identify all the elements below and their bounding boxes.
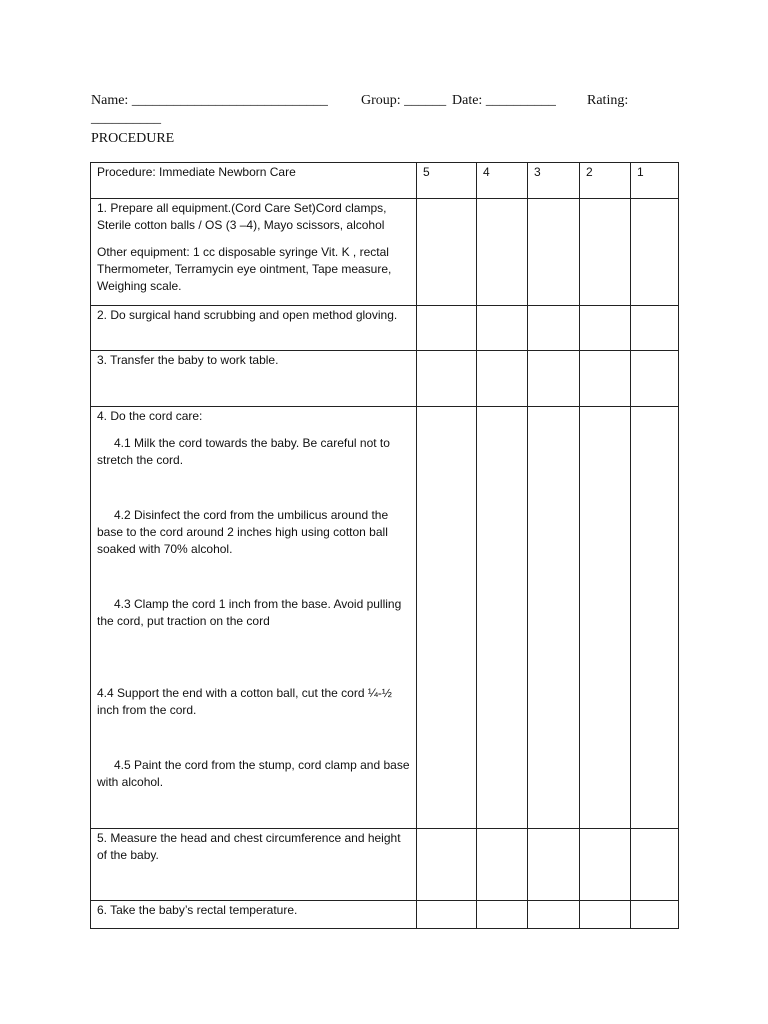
- step-4-4-text: 4.4 Support the end with a cotton ball, cut the cord ¼-½ inch from the cord.: [97, 686, 392, 717]
- score-cell[interactable]: [580, 351, 631, 407]
- procedure-header-cell: Procedure: Immediate Newborn Care: [91, 163, 417, 199]
- score-cell[interactable]: [528, 351, 580, 407]
- score-cell[interactable]: [477, 351, 528, 407]
- section-title: PROCEDURE: [91, 131, 175, 146]
- score-header-1: 1: [631, 163, 679, 199]
- score-header-4: 4: [477, 163, 528, 199]
- score-cell[interactable]: [580, 829, 631, 901]
- step-2-text: 2. Do surgical hand scrubbing and open method gloving.: [97, 308, 398, 322]
- score-cell[interactable]: [631, 901, 679, 929]
- score-cell[interactable]: [417, 829, 477, 901]
- score-header-5: 5: [417, 163, 477, 199]
- date-field[interactable]: Date: __________: [452, 93, 556, 108]
- score-cell[interactable]: [580, 407, 631, 829]
- score-cell[interactable]: [631, 306, 679, 351]
- score-cell[interactable]: [477, 901, 528, 929]
- step-3-text: 3. Transfer the baby to work table.: [97, 353, 279, 367]
- score-cell[interactable]: [528, 901, 580, 929]
- score-header-2: 2: [580, 163, 631, 199]
- step-3-cell: [91, 351, 417, 407]
- score-header-3: 3: [528, 163, 580, 199]
- step-4-2-text: 4.2 Disinfect the cord from the umbilicus around the base to the cord around 2 inches high using cotton ball soaked with 70% alcohol.: [97, 508, 389, 556]
- step-5-text: 5. Measure the head and chest circumference and height of the baby.: [97, 831, 401, 862]
- procedure-rubric-table: [90, 162, 679, 929]
- step-2-cell: [91, 306, 417, 351]
- score-cell[interactable]: [631, 829, 679, 901]
- score-cell[interactable]: [417, 351, 477, 407]
- step-5-cell: [91, 829, 417, 901]
- step-6-text: 6. Take the baby’s rectal temperature.: [97, 903, 298, 917]
- score-cell[interactable]: [528, 306, 580, 351]
- step-4-5-text: 4.5 Paint the cord from the stump, cord clamp and base with alcohol.: [97, 758, 410, 789]
- score-cell[interactable]: [631, 351, 679, 407]
- rating-field[interactable]: __________: [91, 111, 161, 126]
- score-cell[interactable]: [417, 306, 477, 351]
- score-cell[interactable]: [417, 901, 477, 929]
- table-row: [91, 407, 679, 829]
- step-4-cell: [91, 407, 417, 829]
- table-row: [91, 199, 679, 306]
- name-field[interactable]: Name: ____________________________: [91, 93, 328, 108]
- table-row: [91, 351, 679, 407]
- score-cell[interactable]: [580, 306, 631, 351]
- step-1-cell: [91, 199, 417, 306]
- score-cell[interactable]: [580, 901, 631, 929]
- step-6-cell: [91, 901, 417, 929]
- table-row: [91, 829, 679, 901]
- score-cell[interactable]: [477, 306, 528, 351]
- step-4-heading: 4. Do the cord care:: [97, 409, 203, 423]
- score-cell[interactable]: [528, 829, 580, 901]
- table-row: [91, 306, 679, 351]
- score-cell[interactable]: [580, 199, 631, 306]
- step-4-1-text: 4.1 Milk the cord towards the baby. Be careful not to stretch the cord.: [97, 436, 390, 467]
- step-1-other-equipment: Other equipment: 1 cc disposable syringe Vit. K , rectal Thermometer, Terramycin eye ointment, Tape measure, Weighing scale.: [97, 245, 392, 293]
- rating-label: Rating:: [587, 93, 629, 108]
- score-cell[interactable]: [528, 199, 580, 306]
- score-cell[interactable]: [477, 829, 528, 901]
- score-cell[interactable]: [477, 199, 528, 306]
- group-field[interactable]: Group: ______: [361, 93, 447, 108]
- score-cell[interactable]: [477, 407, 528, 829]
- step-4-3-text: 4.3 Clamp the cord 1 inch from the base. Avoid pulling the cord, put traction on the cord: [97, 597, 402, 628]
- table-row: [91, 901, 679, 929]
- score-cell[interactable]: [528, 407, 580, 829]
- step-1-equipment: 1. Prepare all equipment.(Cord Care Set)Cord clamps, Sterile cotton balls / OS (3 –4), Mayo scissors, alcohol: [97, 201, 387, 232]
- table-header-row: [91, 163, 679, 199]
- score-cell[interactable]: [631, 407, 679, 829]
- score-cell[interactable]: [417, 199, 477, 306]
- score-cell[interactable]: [417, 407, 477, 829]
- score-cell[interactable]: [631, 199, 679, 306]
